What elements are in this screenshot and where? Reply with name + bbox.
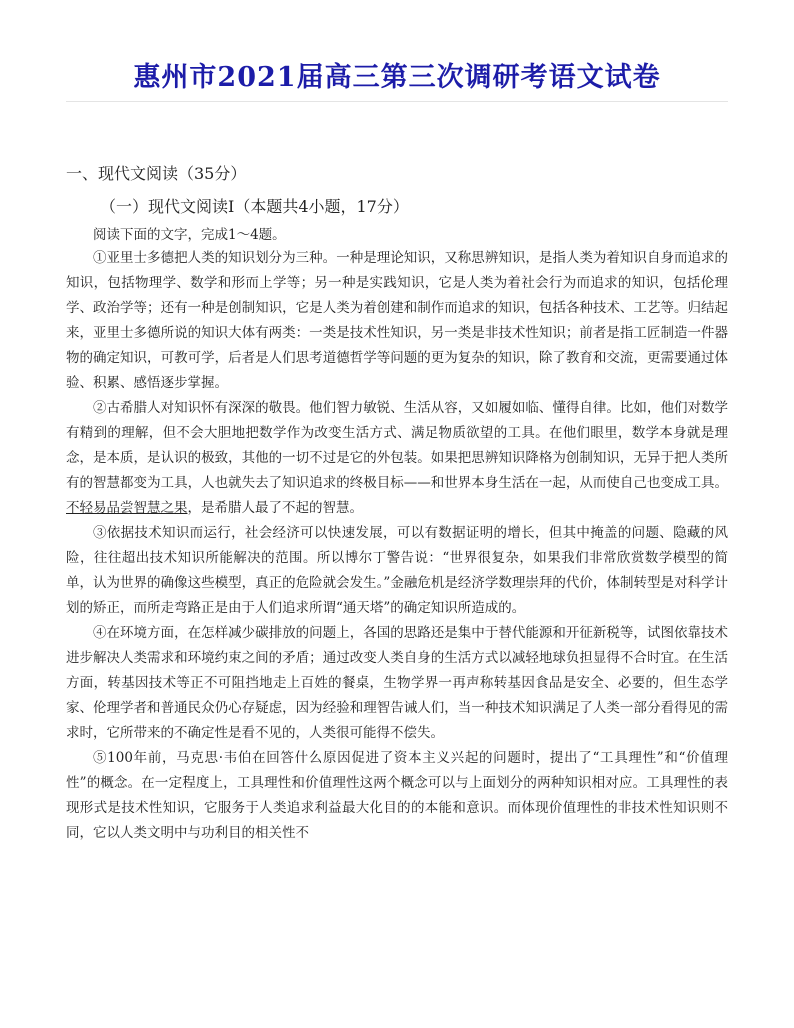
underlined-phrase: 不轻易品尝智慧之果 [66,500,188,516]
paragraph-2-ending: ，是希腊人最了不起的智慧。 [187,500,363,516]
paragraph-4: ④在环境方面，在怎样减少碳排放的问题上，各国的思路还是集中于替代能源和开征新税等，试图依靠技术进步解决人类需求和环境约束之间的矛盾；通过改变人类自身的生活方式以减轻地球负担显得不合时宜。在生活方面，转基因技术等正不可阻挡地走上百姓的餐桌，生物学界一再声称转基因食品是安全、必要的，但生态学家、伦理学者和普通民众仍心存疑虑，因为经验和理智告诫人们，当一种技术知识满足了人类一部分看得见的需求时，它所带来的不确定性是看不见的，人类很可能得不偿失。 [66,625,728,741]
paragraph-5: ⑤100年前，马克思·韦伯在回答什么原因促进了资本主义兴起的问题时，提出了“工具理性”和“价值理性”的概念。在一定程度上，工具理性和价值理性这两个概念可以与上面划分的两种知识相对应。工具理性的表现形式是技术性知识，它服务于人类追求利益最大化目的的本能和意识。而体现价值理性的非技术性知识则不同，它以人类文明中与功利目的相关性不 [66,750,728,841]
section-heading: 一、现代文阅读（35分） [66,164,247,183]
title-divider [66,101,728,102]
subsection-heading: （一）现代文阅读Ⅰ（本题共4小题，17分） [100,197,409,216]
paragraph-2 [66,396,728,521]
instruction-text: 阅读下面的文字，完成1～4题。 [93,227,286,243]
paragraph-3: ③依据技术知识而运行，社会经济可以快速发展，可以有数据证明的增长，但其中掩盖的问题、隐藏的风险，往往超出技术知识所能解决的范围。所以博尔丁警告说：“世界很复杂，如果我们非常欣赏数学模型的简单，认为世界的确像这些模型，真正的危险就会发生。”金融危机是经济学数理崇拜的代价，体制转型是对科学计划的矫正，而所走弯路正是由于人们追求所谓“通天塔”的确定知识所造成的。 [66,525,728,616]
paragraph-1: ①亚里士多德把人类的知识划分为三种。一种是理论知识，又称思辨知识，是指人类为着知识自身而追求的知识，包括物理学、数学和形而上学等；另一种是实践知识，它是人类为着社会行为而追求的知识，包括伦理学、政治学等；还有一种是创制知识，它是人类为着创建和制作而追求的知识，包括各种技术、工艺等。归结起来，亚里士多德所说的知识大体有两类：一类是技术性知识，另一类是非技术性知识；前者是指工匠制造一件器物的确定知识，可教可学，后者是人们思考道德哲学等问题的更为复杂的知识，除了教育和交流，更需要通过体验、积累、感悟逐步掌握。 [66,250,728,391]
page-title: 惠州市2021届高三第三次调研考语文试卷 [133,62,661,93]
paragraph-2-text: ②古希腊人对知识怀有深深的敬畏。他们智力敏锐、生活从容，又如履如临、懂得自律。比如，他们对数学有精到的理解，但不会大胆地把数学作为改变生活方式、满足物质欲望的工具。在他们眼里，数学本身就是理念，是本质，是认识的极致，其他的一切不过是它的外包装。如果把思辨知识降格为创制知识，无异于把人类所有的智慧都变为工具，人也就失去了知识追求的终极目标——和世界本身生活在一起，从而使自己也变成工具。 [66,400,728,491]
article-body [66,246,728,846]
